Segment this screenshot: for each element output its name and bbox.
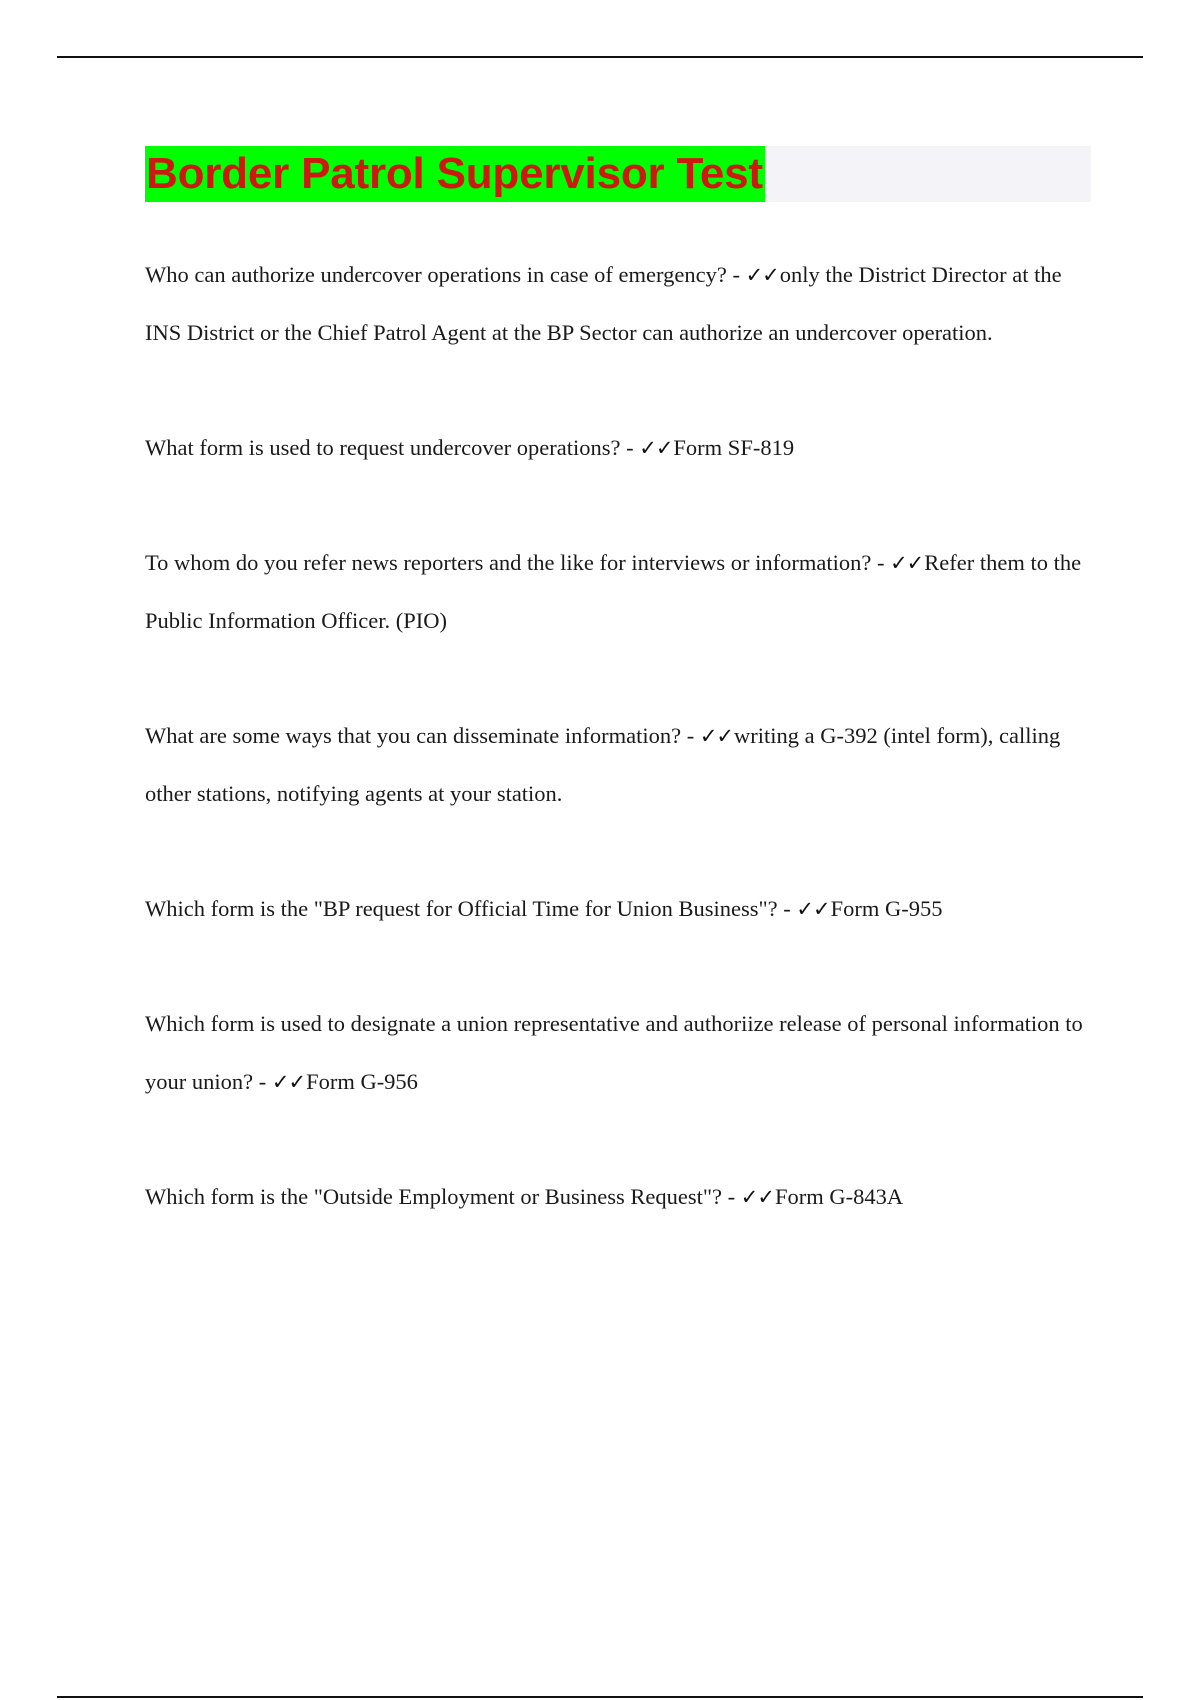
question-text: To whom do you refer news reporters and the like for interviews or information? - [145, 550, 891, 575]
question-text: Which form is the "BP request for Official Time for Union Business"? - [145, 896, 797, 921]
answer-text: Form G-956 [306, 1069, 418, 1094]
qa-item [145, 880, 1085, 938]
double-check-icon: ✓✓ [740, 1185, 774, 1209]
qa-item [145, 707, 1085, 823]
qa-list [145, 246, 1085, 1226]
double-check-icon: ✓✓ [745, 263, 779, 287]
answer-text: Form SF-819 [673, 435, 795, 460]
answer-text: Refer them to the Public Information Officer. (PIO) [145, 550, 1082, 633]
question-text: Which form is the "Outside Employment or Business Request"? - [145, 1184, 741, 1209]
qa-item [145, 995, 1085, 1111]
header-rule [57, 56, 1143, 58]
answer-text: Form G-843A [774, 1184, 904, 1209]
double-check-icon: ✓✓ [271, 1070, 306, 1094]
qa-item [145, 246, 1085, 362]
double-check-icon: ✓✓ [639, 436, 673, 460]
question-text: Who can authorize undercover operations in case of emergency? - [145, 262, 746, 287]
document-title: Border Patrol Supervisor Test [145, 146, 765, 202]
double-check-icon: ✓✓ [699, 724, 734, 748]
footer-rule [57, 1696, 1143, 1698]
qa-item [145, 1168, 1085, 1226]
question-text: What form is used to request undercover operations? - [145, 435, 640, 460]
answer-text: writing a G-392 (intel form), calling other stations, notifying agents at your station. [145, 723, 1061, 806]
qa-item [145, 534, 1085, 650]
answer-text: Form G-955 [830, 896, 943, 921]
double-check-icon: ✓✓ [796, 897, 830, 921]
answer-text: only the District Director at the INS District or the Chief Patrol Agent at the BP Sector can authorize an undercover operation. [145, 262, 1062, 345]
question-text: What are some ways that you can disseminate information? - [145, 723, 700, 748]
double-check-icon: ✓✓ [890, 551, 924, 575]
qa-item [145, 419, 1085, 477]
question-text: Which form is used to designate a union representative and authoriize release of personal information to your union? - [145, 1011, 1083, 1094]
